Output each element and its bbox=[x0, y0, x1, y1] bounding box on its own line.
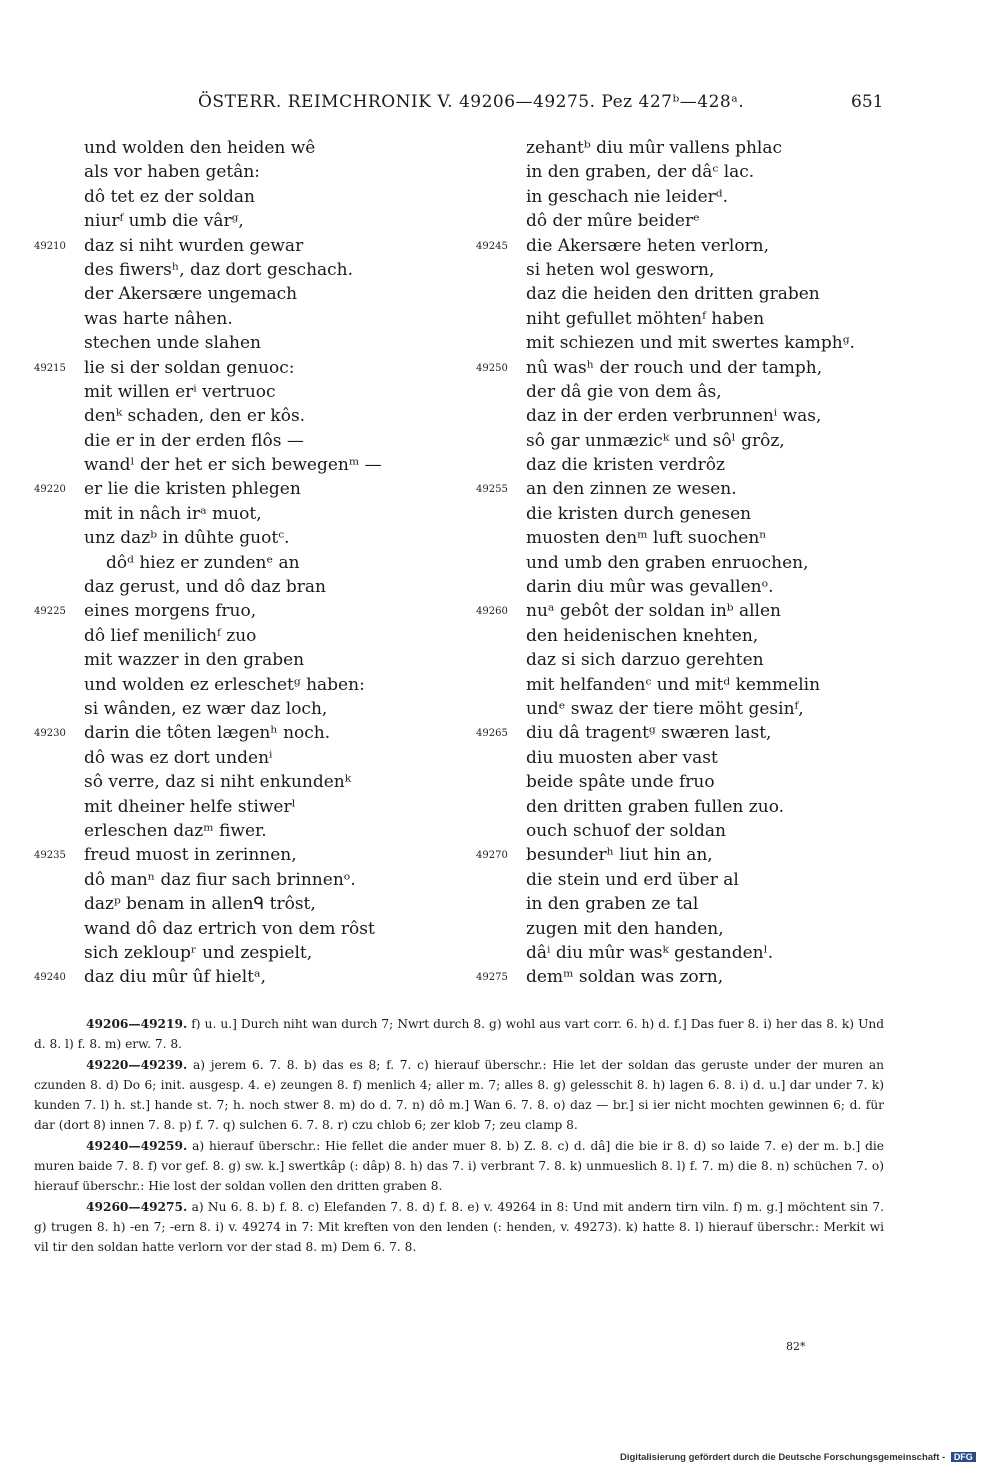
footnote-range: 49260—49275. bbox=[86, 1199, 188, 1214]
verse-text: daz si sich darzuo gerehten bbox=[526, 650, 764, 671]
line-number: 49235 bbox=[34, 850, 66, 862]
verse-line bbox=[476, 429, 906, 453]
verse-line bbox=[476, 648, 906, 672]
verse-line bbox=[476, 160, 906, 184]
verse-line bbox=[34, 599, 474, 623]
verse-text: zugen mit den handen, bbox=[526, 918, 724, 939]
verse-line bbox=[476, 795, 906, 819]
verse-line bbox=[476, 356, 906, 380]
verse-line bbox=[476, 917, 906, 941]
verse-text: diu dâ tragentᵍ swæren last, bbox=[526, 723, 772, 744]
line-number: 49220 bbox=[34, 484, 66, 496]
verse-text: mit dheiner helfe stiwerˡ bbox=[84, 796, 296, 817]
verse-text: nû wasʰ der rouch und der tamph, bbox=[526, 357, 823, 378]
verse-text: dâⁱ diu mûr wasᵏ gestandenˡ. bbox=[526, 942, 774, 963]
verse-line bbox=[476, 892, 906, 916]
verse-text: dô der mûre beiderᵉ bbox=[526, 211, 700, 232]
verse-line bbox=[34, 502, 474, 526]
verse-line bbox=[476, 307, 906, 331]
footnote-block bbox=[34, 1014, 884, 1055]
verse-line bbox=[34, 356, 474, 380]
verse-text: des fiwersʰ, daz dort geschach. bbox=[84, 259, 354, 280]
verse-line bbox=[34, 209, 474, 233]
verse-text: daz diu mûr ûf hieltᵃ, bbox=[84, 967, 266, 988]
verse-line bbox=[476, 599, 906, 623]
verse-line bbox=[34, 843, 474, 867]
verse-line bbox=[476, 502, 906, 526]
verse-text: daz gerust, und dô daz bran bbox=[84, 577, 326, 598]
verse-text: unz dazᵇ in dûhte guotᶜ. bbox=[84, 528, 290, 549]
verse-line bbox=[34, 892, 474, 916]
signature-mark: 82* bbox=[786, 1340, 806, 1353]
line-number: 49260 bbox=[476, 606, 508, 618]
critical-apparatus bbox=[34, 1014, 884, 1258]
verse-text: denᵏ schaden, den er kôs. bbox=[84, 406, 306, 427]
verse-line bbox=[34, 551, 474, 575]
verse-line bbox=[476, 185, 906, 209]
footnote-block bbox=[34, 1136, 884, 1197]
verse-text: der dâ gie von dem âs, bbox=[526, 381, 722, 402]
verse-text: er lie die kristen phlegen bbox=[84, 479, 301, 500]
line-number: 49270 bbox=[476, 850, 508, 862]
verse-line bbox=[476, 965, 906, 989]
verse-text: der Akersære ungemach bbox=[84, 284, 298, 305]
verse-column-left bbox=[34, 136, 474, 990]
footnote-block bbox=[34, 1055, 884, 1136]
verse-text: demᵐ soldan was zorn, bbox=[526, 967, 724, 988]
footnote-text: a) Nu 6. 8. b) f. 8. c) Elefanden 7. 8. d) f. 8. e) v. 49264 in 8: Und mit andern tirn viln. f) m. g.] möchtent sin 7. g) trugen 8. h) -en 7; -ern 8. i) v. 49274 in 7: Mit kreften von den lenden (: henden, v. 49273). k) hatte 8. l) hierauf überschr.: Merkit wi vil tir den soldan hatte verlorn vor der stad 8. m) Dem 6. 7. 8. bbox=[34, 1199, 884, 1255]
verse-line bbox=[34, 795, 474, 819]
verse-line bbox=[476, 721, 906, 745]
footnote-range: 49240—49259. bbox=[86, 1138, 188, 1153]
verse-line bbox=[34, 624, 474, 648]
funding-text: Digitalisierung gefördert durch die Deutsche Forschungsgemeinschaft - bbox=[620, 1452, 946, 1463]
verse-line bbox=[476, 136, 906, 160]
verse-text: dô manⁿ daz fiur sach brinnenᵒ. bbox=[84, 869, 356, 890]
verse-line bbox=[476, 234, 906, 258]
line-number: 49250 bbox=[476, 362, 508, 374]
verse-text: lie si der soldan genuoc: bbox=[84, 357, 295, 378]
verse-line bbox=[34, 648, 474, 672]
verse-line bbox=[476, 404, 906, 428]
verse-text: beide spâte unde fruo bbox=[526, 772, 715, 793]
verse-text: mit wazzer in den graben bbox=[84, 650, 305, 671]
verse-line bbox=[476, 526, 906, 550]
verse-text: nuᵃ gebôt der soldan inᵇ allen bbox=[526, 601, 781, 622]
verse-text: in geschach nie leiderᵈ. bbox=[526, 186, 728, 207]
verse-line bbox=[34, 453, 474, 477]
verse-text: dô lief menilichᶠ zuo bbox=[84, 625, 257, 646]
page-number: 651 bbox=[851, 92, 884, 112]
footnote-text: a) hierauf überschr.: Hie fellet die ander muer 8. b) Z. 8. c) d. dâ] die bie ir 8. d) so laide 7. e) der m. b.] die muren baide 7. 8. f) vor gef. 8. g) sw. k.] swertkâp (: dâp) 8. h) das 7. i) verbrant 7. 8. k) unmueslich 8. l) f. 7. m) die 8. n) schüchen 7. o) hierauf überschr.: Hie lost der soldan vollen den dritten graben 8. bbox=[34, 1138, 884, 1194]
verse-text: und wolden den heiden wê bbox=[84, 138, 316, 158]
verse-text: dazᵖ benam in allenᑫ trôst, bbox=[84, 894, 316, 915]
verse-text: niurᶠ umb die vârᵍ, bbox=[84, 211, 244, 232]
line-number: 49215 bbox=[34, 362, 66, 374]
verse-text: an den zinnen ze wesen. bbox=[526, 479, 737, 500]
verse-text: si wânden, ez wær daz loch, bbox=[84, 698, 328, 719]
footnote-block bbox=[34, 1197, 884, 1258]
verse-text: eines morgens fruo, bbox=[84, 601, 257, 622]
verse-line bbox=[34, 160, 474, 184]
verse-line bbox=[476, 697, 906, 721]
verse-line bbox=[476, 477, 906, 501]
running-header bbox=[0, 92, 1000, 116]
verse-text: sô gar unmæzicᵏ und sôˡ grôz, bbox=[526, 430, 785, 451]
verse-line bbox=[34, 917, 474, 941]
verse-text: und umb den graben enruochen, bbox=[526, 552, 809, 573]
verse-text: in den graben ze tal bbox=[526, 894, 699, 915]
line-number: 49255 bbox=[476, 484, 508, 496]
verse-line bbox=[34, 941, 474, 965]
verse-line bbox=[476, 941, 906, 965]
verse-text: die er in der erden flôs — bbox=[84, 430, 304, 451]
verse-line bbox=[34, 526, 474, 550]
verse-text: dô was ez dort undenⁱ bbox=[84, 747, 273, 768]
line-number: 49225 bbox=[34, 606, 66, 618]
verse-text: die kristen durch genesen bbox=[526, 503, 752, 524]
verse-line bbox=[34, 331, 474, 355]
verse-text: mit helfandenᶜ und mitᵈ kemmelin bbox=[526, 674, 821, 695]
verse-line bbox=[34, 868, 474, 892]
verse-text: daz die heiden den dritten graben bbox=[526, 284, 820, 305]
verse-text: freud muost in zerinnen, bbox=[84, 845, 297, 866]
verse-text: darin die tôten lægenʰ noch. bbox=[84, 723, 331, 744]
verse-text: sich zekloupʳ und zespielt, bbox=[84, 942, 313, 963]
verse-line bbox=[476, 624, 906, 648]
footnote-text: a) jerem 6. 7. 8. b) das es 8; f. 7. c) hierauf überschr.: Hie let der soldan das geruste under der muren an czunden 8. d) Do 6; init. ausgesp. 4. e) zeungen 8. f) menlich 4; aller m. 7; alles 8. g) gelesschit 8. h) lagen 6. 8. i) d. u.] dar under 7. k) kunden 7. l) h. st.] hande st. 7; h. noch stwer 8. m) do d. 7. n) dô m.] Wan 6. 7. 8. o) daz — br.] si ier nicht mochten gewinnen 6; d. für dar (dort 8) innen 7. 8. p) f. 7. q) sulchen 6. 7. 8. r) czu chlob 6; zer klob 7; zeu clamp 8. bbox=[34, 1057, 884, 1133]
verse-text: die stein und erd über al bbox=[526, 869, 739, 890]
verse-line bbox=[476, 380, 906, 404]
verse-text: mit willen erⁱ vertruoc bbox=[84, 381, 276, 402]
verse-line bbox=[34, 185, 474, 209]
verse-line bbox=[34, 746, 474, 770]
line-number: 49275 bbox=[476, 972, 508, 984]
verse-text: muosten denᵐ luft suochenⁿ bbox=[526, 528, 767, 549]
dfg-logo: DFG bbox=[951, 1452, 976, 1462]
verse-text: sô verre, daz si niht enkundenᵏ bbox=[84, 772, 351, 793]
verse-text: zehantᵇ diu mûr vallens phlac bbox=[526, 138, 783, 158]
verse-line bbox=[476, 453, 906, 477]
funding-footer bbox=[620, 1452, 980, 1468]
verse-text: dôᵈ hiez er zundenᵉ an bbox=[106, 552, 300, 573]
verse-line bbox=[34, 136, 474, 160]
verse-line bbox=[476, 819, 906, 843]
verse-line bbox=[34, 429, 474, 453]
verse-text: mit schiezen und mit swertes kamphᵍ. bbox=[526, 333, 855, 354]
line-number: 49230 bbox=[34, 728, 66, 740]
footnote-text: f) u. u.] Durch niht wan durch 7; Nwrt durch 8. g) wohl aus vart corr. 6. h) d. f.] Das fuer 8. i) her das 8. k) Und d. 8. l) f. 8. m) erw. 7. 8. bbox=[34, 1017, 885, 1052]
verse-line bbox=[34, 234, 474, 258]
verse-text: undᵉ swaz der tiere möht gesinᶠ, bbox=[526, 698, 804, 719]
verse-line bbox=[34, 477, 474, 501]
verse-text: den heidenischen knehten, bbox=[526, 625, 759, 646]
verse-line bbox=[476, 575, 906, 599]
verse-line bbox=[34, 258, 474, 282]
verse-line bbox=[476, 282, 906, 306]
verse-text: daz si niht wurden gewar bbox=[84, 235, 304, 256]
verse-line bbox=[34, 819, 474, 843]
verse-text: und wolden ez erleschetᵍ haben: bbox=[84, 674, 365, 695]
footnote-range: 49220—49239. bbox=[86, 1057, 188, 1072]
verse-text: was harte nâhen. bbox=[84, 308, 233, 329]
verse-line bbox=[476, 331, 906, 355]
verse-line bbox=[476, 843, 906, 867]
verse-line bbox=[476, 551, 906, 575]
verse-line bbox=[34, 307, 474, 331]
verse-line bbox=[34, 697, 474, 721]
verse-text: in den graben, der dâᶜ lac. bbox=[526, 162, 755, 183]
verse-text: wandˡ der het er sich bewegenᵐ — bbox=[84, 455, 382, 476]
line-number: 49210 bbox=[34, 240, 66, 252]
verse-text: stechen unde slahen bbox=[84, 333, 261, 354]
verse-column-right bbox=[476, 136, 906, 990]
verse-text: si heten wol gesworn, bbox=[526, 259, 715, 280]
verse-text: niht gefullet möhtenᶠ haben bbox=[526, 308, 765, 329]
verse-line bbox=[476, 746, 906, 770]
line-number: 49265 bbox=[476, 728, 508, 740]
verse-text: besunderʰ liut hin an, bbox=[526, 845, 713, 866]
verse-text: den dritten graben fullen zuo. bbox=[526, 796, 785, 817]
verse-line bbox=[34, 380, 474, 404]
verse-text: daz in der erden verbrunnenⁱ was, bbox=[526, 406, 822, 427]
verse-line bbox=[476, 673, 906, 697]
verse-text: dô tet ez der soldan bbox=[84, 186, 255, 207]
verse-text: diu muosten aber vast bbox=[526, 747, 718, 768]
verse-line bbox=[476, 209, 906, 233]
verse-text: mit in nâch irᵃ muot, bbox=[84, 503, 262, 524]
verse-text: die Akersære heten verlorn, bbox=[526, 235, 770, 256]
verse-line bbox=[34, 575, 474, 599]
line-number: 49240 bbox=[34, 972, 66, 984]
verse-text: ouch schuof der soldan bbox=[526, 820, 726, 841]
verse-line bbox=[476, 258, 906, 282]
line-number: 49245 bbox=[476, 240, 508, 252]
verse-line bbox=[476, 868, 906, 892]
footnote-range: 49206—49219. bbox=[86, 1017, 188, 1031]
verse-line bbox=[34, 965, 474, 989]
verse-line bbox=[34, 770, 474, 794]
verse-line bbox=[34, 721, 474, 745]
verse-line bbox=[476, 770, 906, 794]
verse-text: als vor haben getân: bbox=[84, 162, 261, 183]
verse-text: wand dô daz ertrich von dem rôst bbox=[84, 918, 375, 939]
verse-text: daz die kristen verdrôz bbox=[526, 455, 725, 476]
verse-text: erleschen dazᵐ fiwer. bbox=[84, 820, 267, 841]
header-title: ÖSTERR. REIMCHRONIK V. 49206—49275. Pez 427ᵇ—428ᵃ. bbox=[198, 92, 745, 112]
verse-text: darin diu mûr was gevallenᵒ. bbox=[526, 577, 774, 598]
verse-line bbox=[34, 404, 474, 428]
verse-line bbox=[34, 282, 474, 306]
verse-line bbox=[34, 673, 474, 697]
